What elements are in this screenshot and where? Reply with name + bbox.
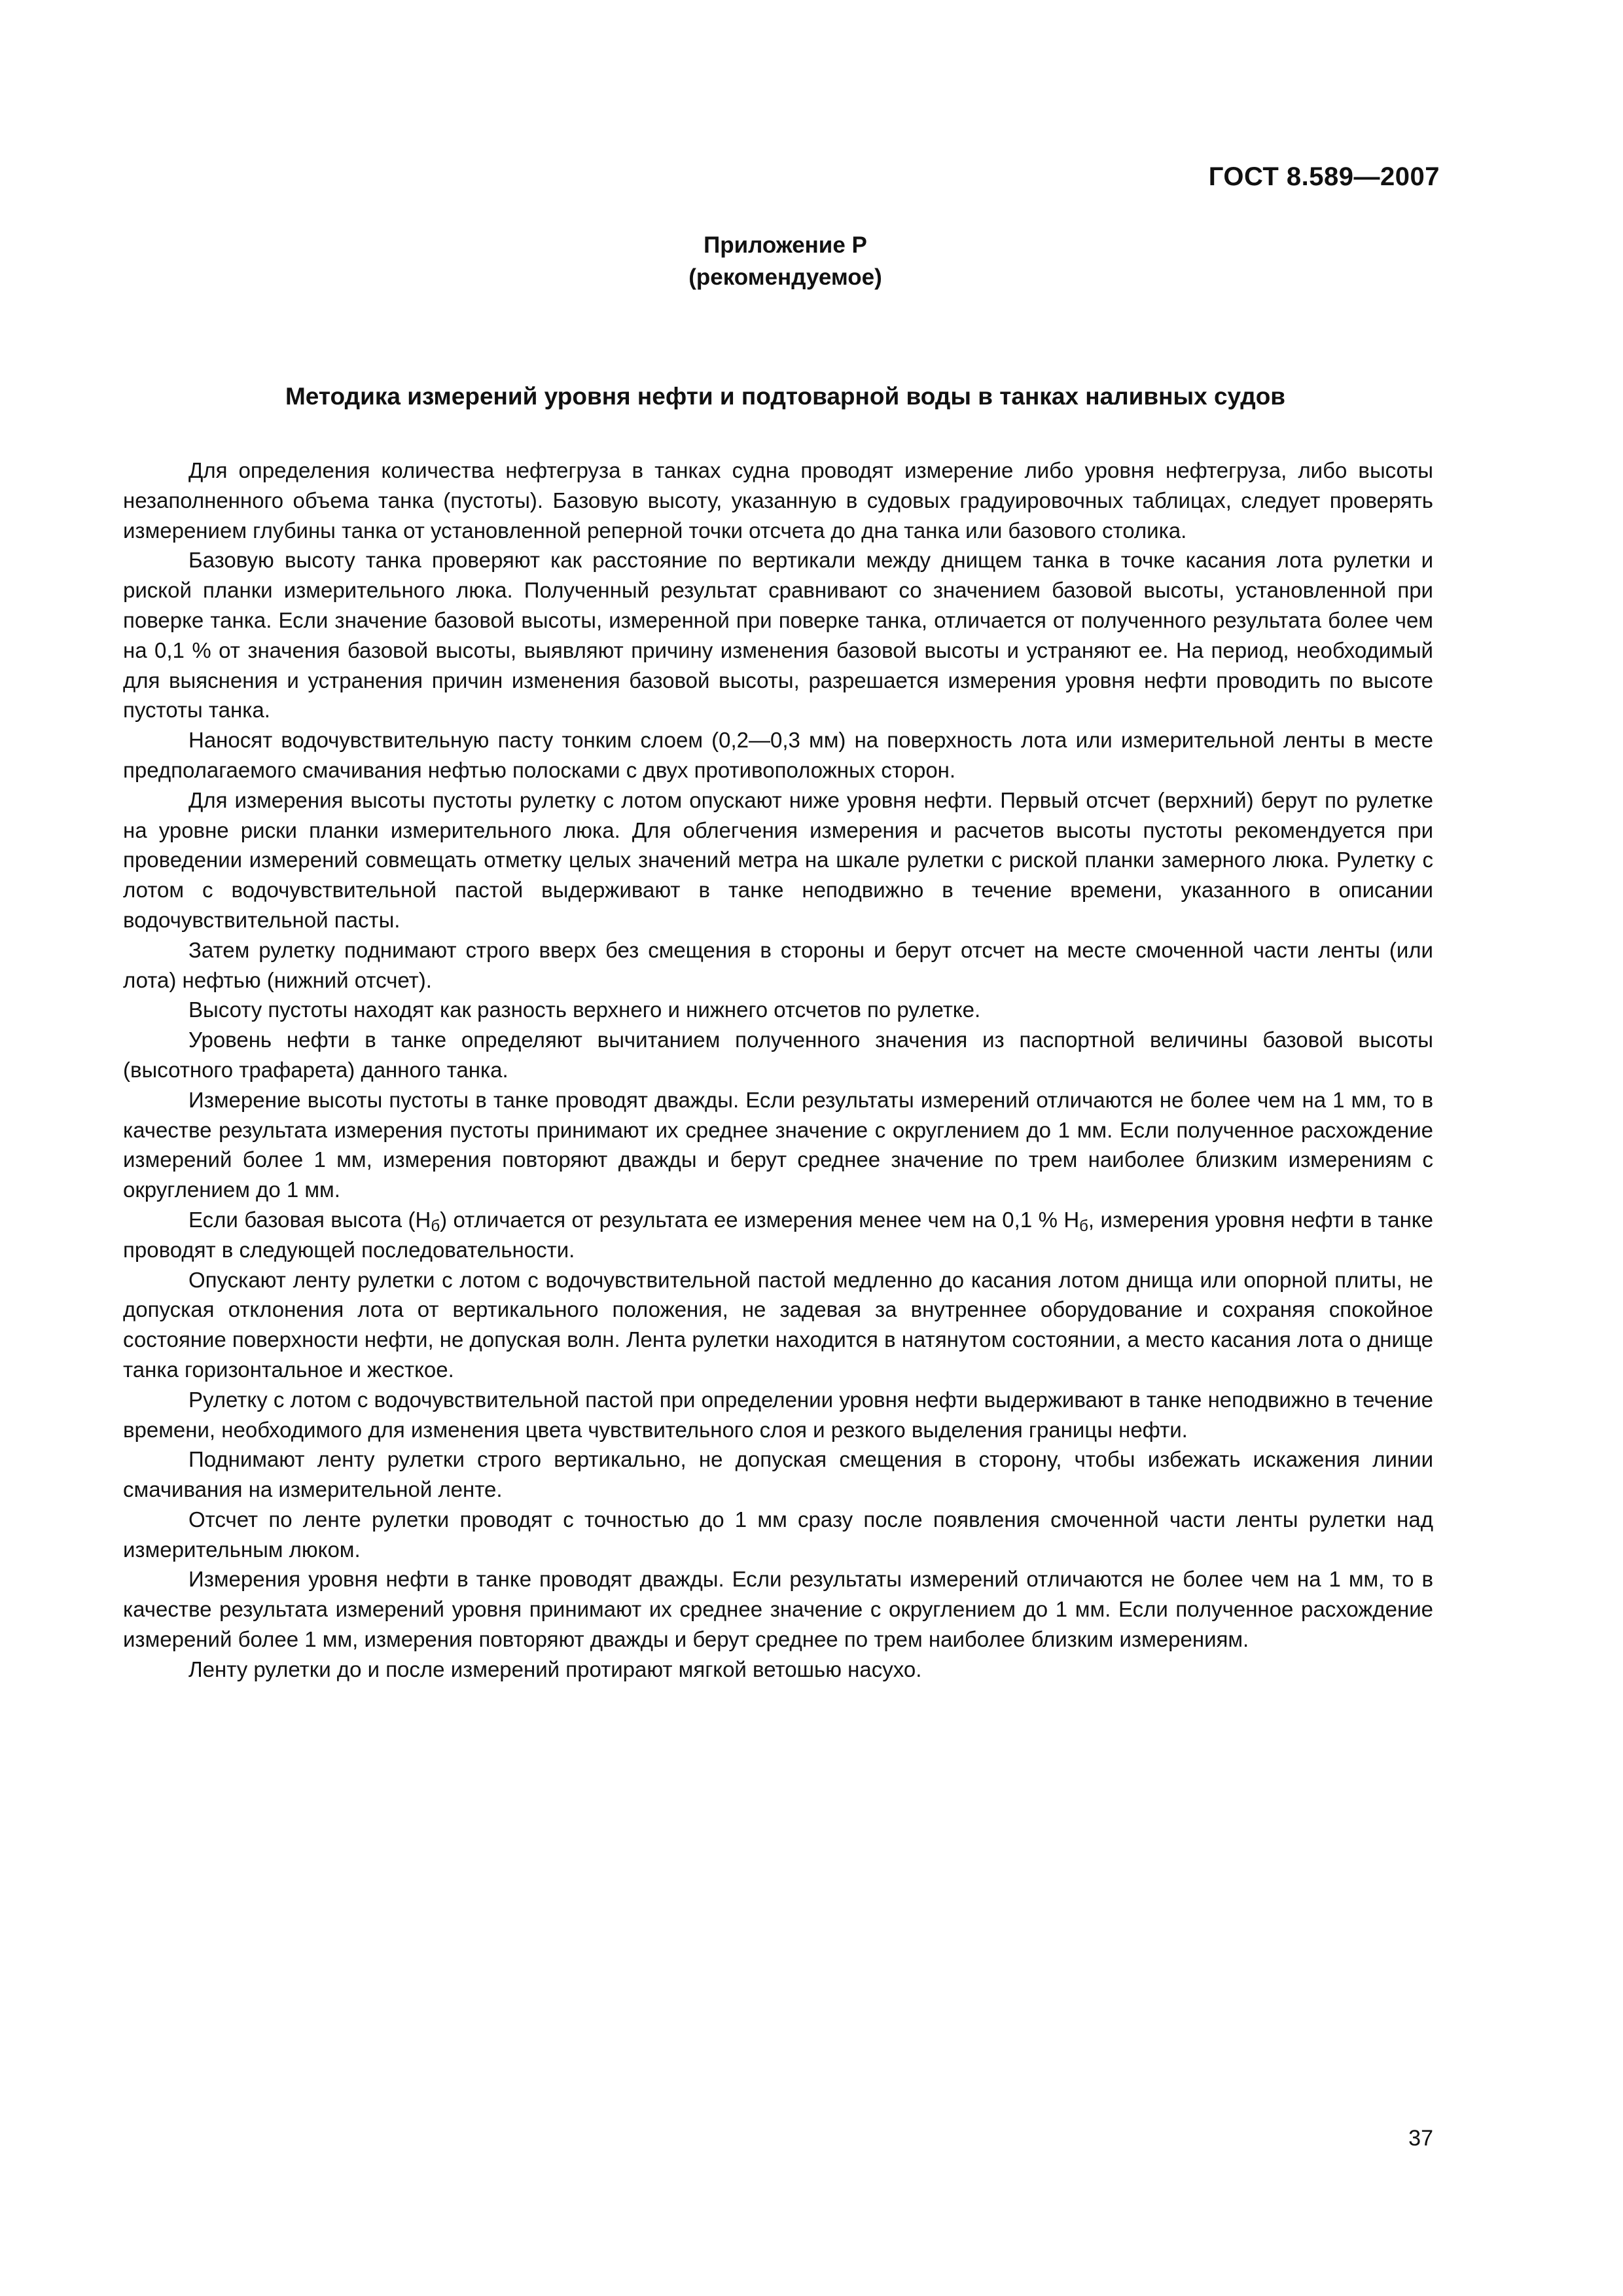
- paragraph: Для определения количества нефтегруза в танках судна проводят измерение либо уровня нефтегруза, либо высоты незаполненного объема танка (пустоты). Базовую высоту, указанную в судовых градуировочных таблицах, следует проверять измерением глубины танка от установленной реперной точки отсчета до дна танка или базового столика.: [123, 458, 1433, 543]
- paragraph-base-height: [123, 1205, 1433, 1265]
- paragraph: Базовую высоту танка проверяют как расстояние по вертикали между днищем танка в точке касания лота рулетки и риской планки измерительного люка. Полученный результат сравнивают со значением базовой высоты, установленной при поверке танка. Если значение базовой высоты, измеренной при поверке танка, отличается от полученного результата более чем на 0,1 % от значения базовой высоты, выявляют причину изменения базовой высоты и устраняют ее. На период, необходимый для выяснения и устранения причин изменения базовой высоты, разрешается измерения уровня нефти проводить по высоте пустоты танка.: [123, 548, 1433, 723]
- paragraph: Высоту пустоты находят как разность верхнего и нижнего отсчетов по рулетке.: [188, 997, 981, 1022]
- body-text: [123, 456, 1433, 1685]
- appendix-label: Приложение Р: [704, 232, 867, 258]
- paragraph: Ленту рулетки до и после измерений протирают мягкой ветошью насухо.: [188, 1657, 922, 1681]
- paragraph-text: ) отличается от результата ее измерения менее чем на 0,1 % Н: [440, 1207, 1080, 1232]
- paragraph: Опускают ленту рулетки с лотом с водочувствительной пастой медленно до касания лотом днища или опорной плиты, не допуская отклонения лота от вертикального положения, не задевая за внутреннее оборудование и сохраняя спокойное состояние поверхности нефти, не допуская волн. Лента рулетки находится в натянутом состоянии, а место касания лота о днище танка горизонтальное и жесткое.: [123, 1267, 1433, 1382]
- subscript: б: [431, 1217, 440, 1235]
- paragraph-text: , измерения уровня нефти в танке проводят в следующей последовательности.: [123, 1207, 1433, 1262]
- paragraph: Измерение высоты пустоты в танке проводят дважды. Если результаты измерений отличаются не более чем на 1 мм, то в качестве результата измерения пустоты принимают их среднее значение с округлением до 1 мм. Если полученное расхождение измерений более 1 мм, измерения повторяют дважды и берут среднее значение по трем наиболее близким измерениям с округлением до 1 мм.: [123, 1087, 1433, 1202]
- paragraph: Отсчет по ленте рулетки проводят с точностью до 1 мм сразу после появления смоченной части ленты рулетки над измерительным люком.: [123, 1507, 1433, 1562]
- paragraph: Измерения уровня нефти в танке проводят дважды. Если результаты измерений отличаются не более чем на 1 мм, то в качестве результата измерений уровня принимают их среднее значение с округлением до 1 мм. Если полученное расхождение измерений более 1 мм, измерения повторяют дважды и берут среднее по трем наиболее близким измерениям.: [123, 1567, 1433, 1652]
- subscript: б: [1079, 1217, 1088, 1235]
- paragraph: Наносят водочувствительную пасту тонким слоем (0,2—0,3 мм) на поверхность лота или измерительной ленты в месте предполагаемого смачивания нефтью полосками с двух противоположных сторон.: [123, 728, 1433, 782]
- section-title: Методика измерений уровня нефти и подтоварной воды в танках наливных судов: [285, 383, 1286, 410]
- page-number: 37: [1408, 2126, 1433, 2151]
- appendix-status: (рекомендуемое): [688, 264, 882, 290]
- paragraph: Затем рулетку поднимают строго вверх без смещения в стороны и берут отсчет на месте смоченной части ленты (или лота) нефтью (нижний отсчет).: [123, 937, 1433, 992]
- appendix-heading: [0, 229, 1571, 293]
- paragraph: Рулетку с лотом с водочувствительной пастой при определении уровня нефти выдерживают в танке неподвижно в течение времени, необходимого для изменения цвета чувствительного слоя и резкого выделения границы нефти.: [123, 1387, 1433, 1442]
- paragraph: Для измерения высоты пустоты рулетку с лотом опускают ниже уровня нефти. Первый отсчет (верхний) берут по рулетке на уровне риски планки измерительного люка. Для облегчения измерения и расчетов высоты пустоты рекомендуется при проведении измерений совмещать отметку целых значений метра на шкале рулетки с риской планки замерного люка. Рулетку с лотом с водочувствительной пастой выдерживают в танке неподвижно в течение времени, указанного в описании водочувствительной пасты.: [123, 787, 1433, 932]
- paragraph: Поднимают ленту рулетки строго вертикально, не допуская смещения в сторону, чтобы избежать искажения линии смачивания на измерительной ленте.: [123, 1447, 1433, 1502]
- document-code: ГОСТ 8.589—2007: [1208, 162, 1440, 191]
- paragraph: Уровень нефти в танке определяют вычитанием полученного значения из паспортной величины базовой высоты (высотного трафарета) данного танка.: [123, 1028, 1433, 1082]
- paragraph-text: Если базовая высота (Н: [188, 1207, 431, 1232]
